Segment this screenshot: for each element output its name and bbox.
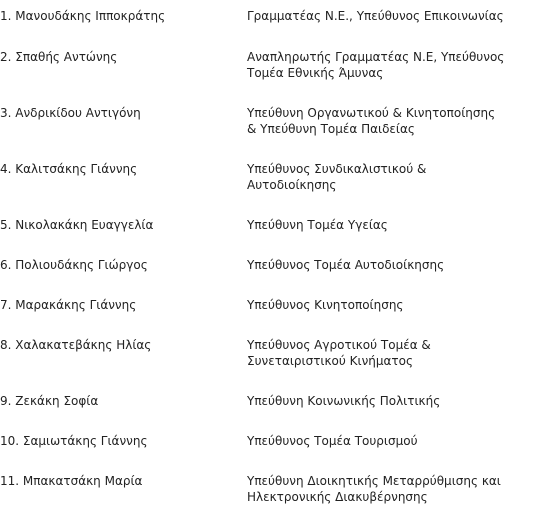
member-name: 10. Σαμιωτάκης Γιάννης bbox=[0, 434, 148, 448]
member-role-line: Γραμματέας Ν.Ε., Υπεύθυνος Επικοινωνίας bbox=[247, 9, 504, 23]
member-role bbox=[247, 473, 552, 505]
member-name: 4. Καλιτσάκης Γιάννης bbox=[0, 162, 138, 176]
member-role-line: Αυτοδιοίκησης bbox=[247, 178, 337, 192]
member-name: 8. Χαλακατεβάκης Ηλίας bbox=[0, 338, 152, 352]
member-role-line: Ηλεκτρονικής Διακυβέρνησης bbox=[247, 490, 428, 504]
member-role-line: Υπεύθυνη Διοικητικής Μεταρρύθμισης και bbox=[247, 474, 501, 488]
member-role-line: Αναπληρωτής Γραμματέας Ν.Ε, Υπεύθυνος bbox=[247, 50, 505, 64]
member-role-line: Υπεύθυνη Κοινωνικής Πολιτικής bbox=[247, 394, 441, 408]
member-role bbox=[247, 297, 552, 313]
member-role-line: Υπεύθυνος Συνδικαλιστικού & bbox=[247, 162, 427, 176]
member-role-line: Τομέα Εθνικής Άμυνας bbox=[247, 66, 384, 80]
member-role bbox=[247, 217, 552, 233]
member-name: 1. Μανουδάκης Ιπποκράτης bbox=[0, 9, 166, 23]
member-role bbox=[247, 8, 552, 24]
member-name: 11. Μπακατσάκη Μαρία bbox=[0, 474, 143, 488]
member-role bbox=[247, 393, 552, 409]
member-role bbox=[247, 433, 552, 449]
member-role bbox=[247, 337, 552, 369]
member-role-line: Υπεύθυνος Τομέα Αυτοδιοίκησης bbox=[247, 258, 445, 272]
member-name: 6. Πολιουδάκης Γιώργος bbox=[0, 258, 148, 272]
member-role-line: Υπεύθυνος Κινητοποίησης bbox=[247, 298, 404, 312]
member-role bbox=[247, 257, 552, 273]
member-name: 3. Ανδρικίδου Αντιγόνη bbox=[0, 106, 141, 120]
member-name: 7. Μαρακάκης Γιάννης bbox=[0, 298, 137, 312]
member-role bbox=[247, 49, 552, 81]
member-role-line: Συνεταιριστικού Κινήματος bbox=[247, 354, 414, 368]
member-role bbox=[247, 105, 552, 137]
member-role bbox=[247, 161, 552, 193]
member-name: 5. Νικολακάκη Ευαγγελία bbox=[0, 218, 154, 232]
member-role-line: Υπεύθυνος Αγροτικού Τομέα & bbox=[247, 338, 431, 352]
member-role-line: Υπεύθυνη Οργανωτικού & Κινητοποίησης bbox=[247, 106, 496, 120]
member-name: 2. Σπαθής Αντώνης bbox=[0, 50, 118, 64]
member-role-line: Υπεύθυνη Τομέα Υγείας bbox=[247, 218, 388, 232]
member-role-line: & Υπεύθυνη Τομέα Παιδείας bbox=[247, 122, 415, 136]
member-role-line: Υπεύθυνος Τομέα Τουρισμού bbox=[247, 434, 418, 448]
member-name: 9. Ζεκάκη Σοφία bbox=[0, 394, 99, 408]
